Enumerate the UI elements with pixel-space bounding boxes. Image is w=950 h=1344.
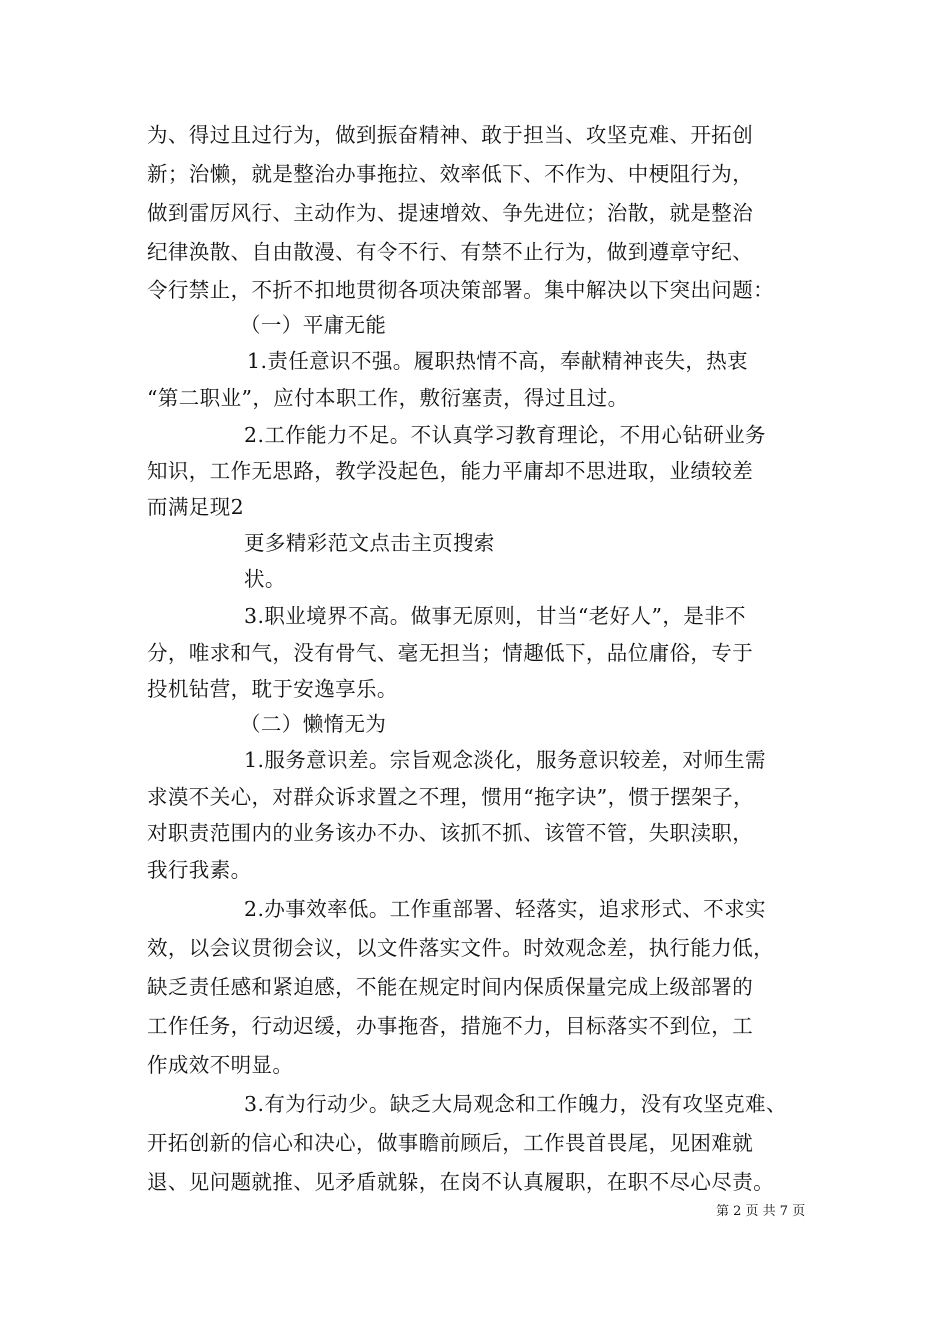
text-line: 新；治懒，就是整治办事拖拉、效率低下、不作为、中梗阻行为，: [147, 162, 754, 186]
text-line: 知识，工作无思路，教学没起色，能力平庸却不思进取，业绩较差: [147, 459, 754, 483]
text-line: 2.办事效率低。工作重部署、轻落实，追求形式、不求实: [244, 897, 766, 921]
text-line: 退、见问题就推、见矛盾就躲，在岗不认真履职，在职不尽心尽责。: [147, 1170, 774, 1194]
promo-line: 更多精彩范文点击主页搜索: [244, 531, 495, 555]
text-line: 2.工作能力不足。不认真学习教育理论，不用心钻研业务: [244, 423, 766, 447]
text-line: 我行我素。: [147, 858, 252, 882]
text-line: 作成效不明显。: [147, 1053, 294, 1077]
text-line: 效，以会议贯彻会议，以文件落实文件。时效观念差，执行能力低，: [147, 936, 774, 960]
page-number: 第 2 页 共 7 页: [716, 1204, 806, 1219]
text-line: “第二职业”，应付本职工作，敷衍塞责，得过且过。: [147, 386, 629, 410]
text-line: 对职责范围内的业务该办不办、该抓不抓、该管不管，失职渎职，: [147, 821, 754, 845]
section-heading: （二）懒惰无为: [240, 712, 387, 736]
text-line: 1.服务意识差。宗旨观念淡化，服务意识较差，对师生需: [244, 748, 766, 772]
text-line: 为、得过且过行为，做到振奋精神、敢于担当、攻坚克难、开拓创: [147, 123, 754, 147]
text-line: 3.有为行动少。缺乏大局观念和工作魄力，没有攻坚克难、: [244, 1092, 787, 1116]
text-line: 3.职业境界不高。做事无原则，甘当“老好人”，是非不: [244, 604, 746, 628]
text-line: 开拓创新的信心和决心，做事瞻前顾后，工作畏首畏尾，见困难就: [147, 1131, 754, 1155]
text-line: 求漠不关心，对群众诉求置之不理，惯用“拖字诀”，惯于摆架子，: [147, 785, 754, 809]
text-line: 缺乏责任感和紧迫感，不能在规定时间内保质保量完成上级部署的: [147, 975, 754, 999]
text-line: 状。: [244, 567, 286, 591]
text-line: 分，唯求和气，没有骨气、毫无担当；情趣低下，品位庸俗，专于: [147, 641, 754, 665]
text-line: 1.责任意识不强。履职热情不高，奉献精神丧失，热衷: [247, 349, 749, 373]
text-line: 而满足现2: [147, 495, 245, 519]
text-line: 令行禁止，不折不扣地贯彻各项决策部署。集中解决以下突出问题：: [147, 278, 774, 302]
text-line: 工作任务，行动迟缓，办事拖沓，措施不力，目标落实不到位，工: [147, 1014, 754, 1038]
text-line: 投机钻营，耽于安逸享乐。: [147, 677, 398, 701]
text-line: 做到雷厉风行、主动作为、提速增效、争先进位；治散，就是整治: [147, 201, 754, 225]
section-heading: （一）平庸无能: [240, 313, 387, 337]
text-line: 纪律涣散、自由散漫、有令不行、有禁不止行为，做到遵章守纪、: [147, 240, 754, 264]
